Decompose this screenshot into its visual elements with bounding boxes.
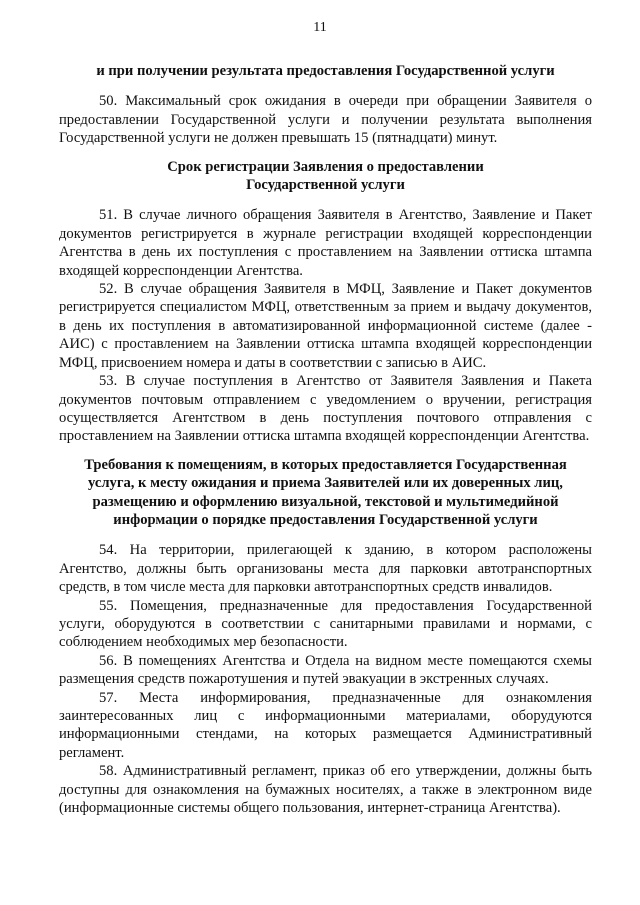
paragraph-50: 50. Максимальный срок ожидания в очереди при обращении Заявителя о предоставлении Государственной услуги и получении результата выполнения Государственной услуги не должен превышать 15 (пятнадцати) минут. — [59, 93, 592, 147]
section-heading-continuation: и при получении результата предоставления Государственной услуги — [96, 63, 555, 79]
page-number: 11 — [313, 20, 327, 35]
document-body — [59, 62, 592, 817]
paragraph-51: 51. В случае личного обращения Заявителя в Агентство, Заявление и Пакет документов регистрируется в журнале регистрации входящей корреспонденции Агентства в день их поступления с проставлением на Заявлении оттиска штампа входящей корреспонденции Агентства. — [59, 207, 592, 279]
heading-line: Государственной услуги — [246, 177, 405, 194]
heading-line: размещению и оформлению визуальной, текстовой и мультимедийной — [92, 493, 559, 510]
paragraph-53: 53. В случае поступления в Агентство от Заявителя Заявления и Пакета документов почтовым отправлением с уведомлением о вручении, регистрация осуществляется Агентством в день поступления почтового отправления с проставлением на Заявлении оттиска штампа входящей корреспонденции Агентства. — [59, 373, 592, 445]
heading-line: услуга, к месту ожидания и приема Заявителей или их доверенных лиц, — [88, 475, 563, 492]
section-heading-premises — [59, 456, 592, 530]
heading-line: Срок регистрации Заявления о предоставлении — [167, 158, 484, 175]
heading-line: информации о порядке предоставления Государственной услуги — [113, 511, 538, 528]
paragraph-54: 54. На территории, прилегающей к зданию, в котором расположены Агентство, должны быть организованы места для парковки автотранспортных средств, в том числе места для парковки автотранспортных средств инвалидов. — [59, 542, 592, 596]
section-heading-registration — [59, 158, 592, 195]
paragraph-57: 57. Места информирования, предназначенные для ознакомления заинтересованных лиц с информационными материалами, оборудуются информационными стендами, на которых размещается Административный регламент. — [59, 689, 592, 761]
heading-line: Требования к помещениям, в которых предоставляется Государственная — [84, 456, 567, 473]
paragraph-52: 52. В случае обращения Заявителя в МФЦ, Заявление и Пакет документов регистрируется специалистом МФЦ, ответственным за прием и выдачу документов, в день их поступления в автоматизированной информационной системе (далее - АИС) с проставлением на Заявлении оттиска штампа входящей корреспонденции МФЦ, присвоением номера и даты в соответствии с записью в АИС. — [59, 281, 592, 371]
paragraph-55: 55. Помещения, предназначенные для предоставления Государственной услуги, оборудуются в соответствии с санитарными правилами и нормами, с соблюдением необходимых мер безопасности. — [59, 597, 592, 651]
paragraph-58: 58. Административный регламент, приказ об его утверждении, должны быть доступны для ознакомления на бумажных носителях, а также в электронном виде (информационные системы общего пользования, интернет-страница Агентства). — [59, 763, 592, 817]
paragraph-56: 56. В помещениях Агентства и Отдела на видном месте помещаются схемы размещения средств пожаротушения и путей эвакуации в экстренных случаях. — [59, 652, 592, 688]
